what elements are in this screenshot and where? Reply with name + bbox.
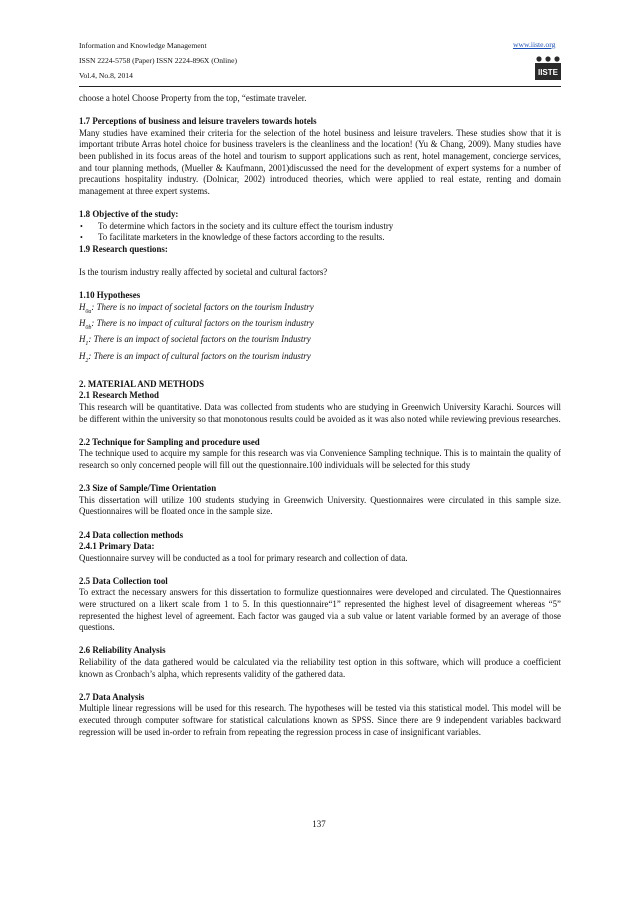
hypothesis-line: $H_{0a}$: There is no impact of societal factors on the tourism Industry <box>79 301 314 315</box>
section-2-6-title: 2.6 Reliability Analysis <box>79 645 166 656</box>
header-rule <box>79 86 561 87</box>
iiste-logo <box>534 55 562 81</box>
section-1-7-text: Many studies have examined their criteria for the selection of the hotel business and leisure travelers. These studies show that it is important tribute Arras hotel choice for business travelers is the cleanliness and the location! (Yu & Chang, 2009). Many studies have been published in its focus areas of the hotel and tourism to support applications such as rent, hotel management, concierge services, and tour planning methods, (Mueller & Kaufmann, 2001)discussed the need for the development of expert systems for a number of precautions hospitality industry. (Dolnicar, 2002) introduced theories, which were applied to real estate, renting and domain management at three expert systems. <box>79 127 561 196</box>
section-2-title: 2. MATERIAL AND METHODS <box>79 378 205 389</box>
section-2-3-title: 2.3 Size of Sample/Time Orientation <box>79 483 217 494</box>
section-2-7-text: Multiple linear regressions will be used for this research. The hypotheses will be tested via this statistical model. This model will be executed through computer software for statistical calculations known as SPSS. Since there are 9 independent variables backward regression will be used in-order to refrain from repeating the regression process in case of insignificant variables. <box>79 703 561 737</box>
research-question: Is the tourism industry really affected by societal and cultural factors? <box>79 266 328 277</box>
section-2-4-title: 2.4 Data collection methods <box>79 529 184 540</box>
section-2-1-text: This research will be quantitative. Data was collected from students who are studying in Greenwich University Karachi. Sources will be different within the university so that monotonous results could be avoided as it was also noted while reviewing previous researches. <box>79 401 561 424</box>
page-body <box>79 93 561 738</box>
hypothesis-line: $H_2$: There is an impact of cultural factors on the tourism industry <box>79 350 311 364</box>
section-2-4-1-text: Questionnaire survey will be conducted as a tool for primary research and collection of data. <box>79 552 408 563</box>
volume-line: Vol.4, No.8, 2014 <box>79 71 133 80</box>
section-2-2-text: The technique used to acquire my sample for this research was via Convenience Sampling technique. This is to maintain the quality of research so only concerned people will fill out the questionnaire.100 individuals will be selected for this study <box>79 448 561 470</box>
section-1-9-title: 1.9 Research questions: <box>79 243 168 254</box>
section-1-8-title: 1.8 Objective of the study: <box>79 208 179 219</box>
logo-text: IISTE <box>537 68 559 77</box>
page-number: 137 <box>312 819 326 829</box>
section-2-4-1-title: 2.4.1 Primary Data: <box>79 541 155 552</box>
section-2-5-title: 2.5 Data Collection tool <box>79 575 168 586</box>
section-1-10-title: 1.10 Hypotheses <box>79 290 141 301</box>
section-2-7-title: 2.7 Data Analysis <box>79 691 145 702</box>
journal-header <box>79 40 237 81</box>
objective-item <box>79 232 561 244</box>
section-1-7-title: 1.7 Perceptions of business and leisure travelers towards hotels <box>79 116 317 127</box>
objective-text: To determine which factors in the society and its culture effect the tourism industry <box>98 220 394 231</box>
bullet-icon: • <box>80 233 83 243</box>
issn-line: ISSN 2224-5758 (Paper) ISSN 2224-896X (Online) <box>79 56 237 65</box>
intro-text: choose a hotel Choose Property from the top, “estimate traveler. <box>79 93 307 103</box>
journal-name: Information and Knowledge Management <box>79 41 207 50</box>
section-2-5-text: To extract the necessary answers for this dissertation to formulize questionnaires were developed and circulated. The Questionnaires were structured on a likert scale from 1 to 5. In this questionnaire“1” represented the highest level of disagreement whereas “5” represented the highest level of agreement. Each factor was gauged via a sub value or latent variable formed by an average of those questions. <box>79 587 561 633</box>
hypothesis-line: $H_{0b}$: There is no impact of cultural factors on the tourism industry <box>79 318 314 331</box>
section-2-2-title: 2.2 Technique for Sampling and procedure used <box>79 436 260 447</box>
section-2-6-text: Reliability of the data gathered would be calculated via the reliability test option in this software, which will produce a coefficient known as Cronbach’s alpha, which represents validity of the gathered data. <box>79 657 561 679</box>
section-2-3-text: This dissertation will utilize 100 students studying in Greenwich University. Questionnaires were circulated in this sample size. Questionnaires will be floated once in the sample size. <box>79 494 561 517</box>
objective-item <box>79 221 561 233</box>
objective-text: To facilitate marketers in the knowledge of these factors according to the results. <box>98 232 385 243</box>
hypothesis-line: $H_1$: There is an impact of societal factors on the tourism Industry <box>79 334 311 348</box>
bullet-icon: • <box>80 221 83 231</box>
journal-url-link[interactable]: www.iiste.org <box>513 40 556 49</box>
section-2-1-title: 2.1 Research Method <box>79 390 159 401</box>
